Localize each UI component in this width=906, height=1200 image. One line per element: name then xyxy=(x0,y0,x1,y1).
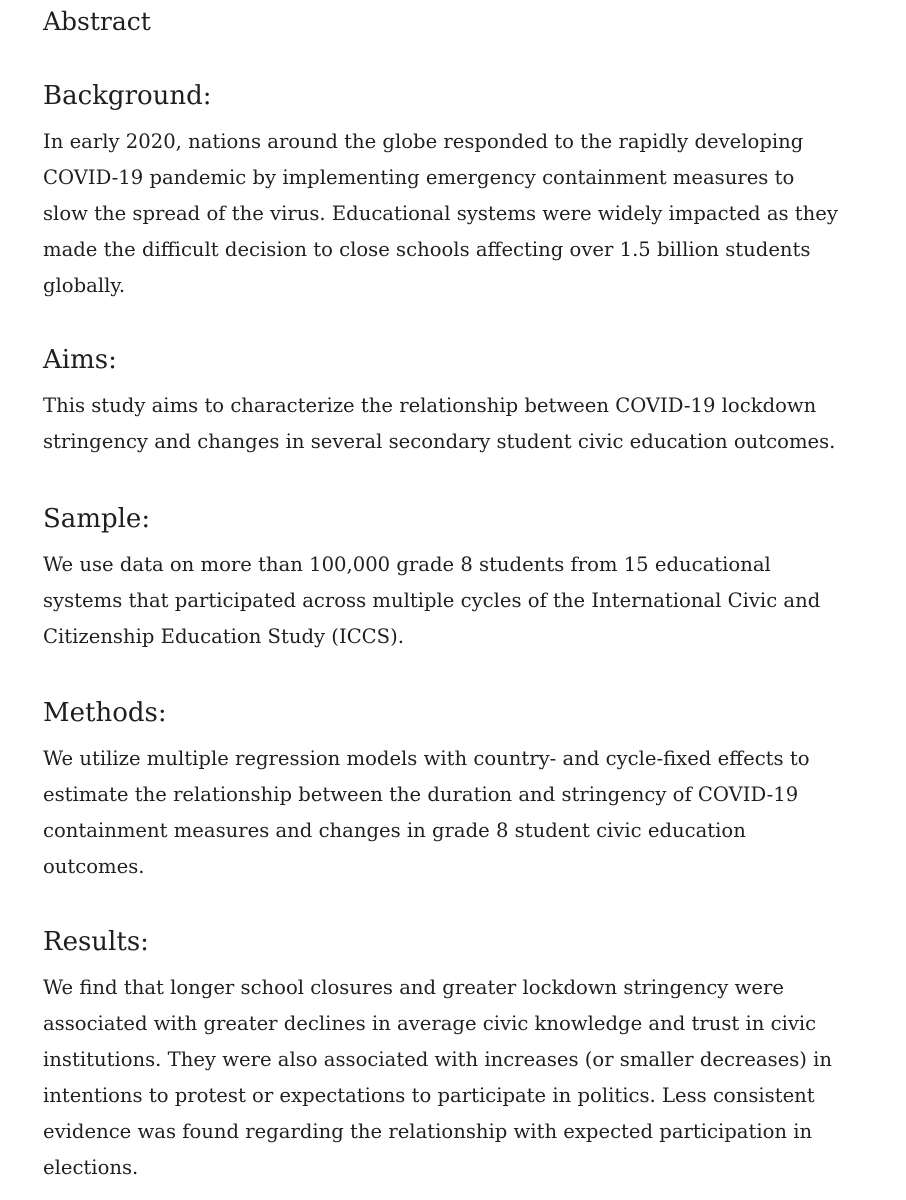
text-line: outcomes. xyxy=(43,855,145,878)
text-line: In early 2020, nations around the globe responded to the rapidly developing xyxy=(43,130,804,153)
text-line: We utilize multiple regression models with country- and cycle-fixed effects to xyxy=(43,747,810,770)
section-heading: Results: xyxy=(43,927,149,957)
abstract-title: Abstract xyxy=(43,7,151,36)
section-heading: Methods: xyxy=(43,698,167,728)
section-background xyxy=(43,79,893,304)
text-line: evidence was found regarding the relationship with expected participation in xyxy=(43,1120,813,1143)
section-body xyxy=(43,970,893,1186)
text-line: estimate the relationship between the duration and stringency of COVID-19 xyxy=(43,783,799,806)
text-line: intentions to protest or expectations to participate in politics. Less consistent xyxy=(43,1084,815,1107)
section-body xyxy=(43,124,893,304)
text-line: This study aims to characterize the relationship between COVID-19 lockdown xyxy=(43,394,817,417)
text-line: COVID-19 pandemic by implementing emergency containment measures to xyxy=(43,166,795,189)
text-line: elections. xyxy=(43,1156,139,1179)
text-line: We use data on more than 100,000 grade 8 students from 15 educational xyxy=(43,553,771,576)
section-heading: Aims: xyxy=(43,345,117,375)
text-line: systems that participated across multiple cycles of the International Civic and xyxy=(43,589,821,612)
text-line: Citizenship Education Study (ICCS). xyxy=(43,625,404,648)
text-line: globally. xyxy=(43,274,126,297)
text-line: slow the spread of the virus. Educational systems were widely impacted as they xyxy=(43,202,838,225)
section-body xyxy=(43,388,893,460)
text-line: We find that longer school closures and greater lockdown stringency were xyxy=(43,976,784,999)
section-heading: Background: xyxy=(43,81,212,111)
section-methods xyxy=(43,696,893,885)
section-sample xyxy=(43,502,893,655)
section-heading: Sample: xyxy=(43,504,151,534)
text-line: institutions. They were also associated with increases (or smaller decreases) in xyxy=(43,1048,833,1071)
section-results xyxy=(43,925,893,1186)
section-body xyxy=(43,547,893,655)
text-line: associated with greater declines in average civic knowledge and trust in civic xyxy=(43,1012,817,1035)
text-line: containment measures and changes in grade 8 student civic education xyxy=(43,819,746,842)
text-line: made the difficult decision to close schools affecting over 1.5 billion students xyxy=(43,238,811,261)
section-aims xyxy=(43,343,893,460)
section-body xyxy=(43,741,893,885)
text-line: stringency and changes in several secondary student civic education outcomes. xyxy=(43,430,836,453)
